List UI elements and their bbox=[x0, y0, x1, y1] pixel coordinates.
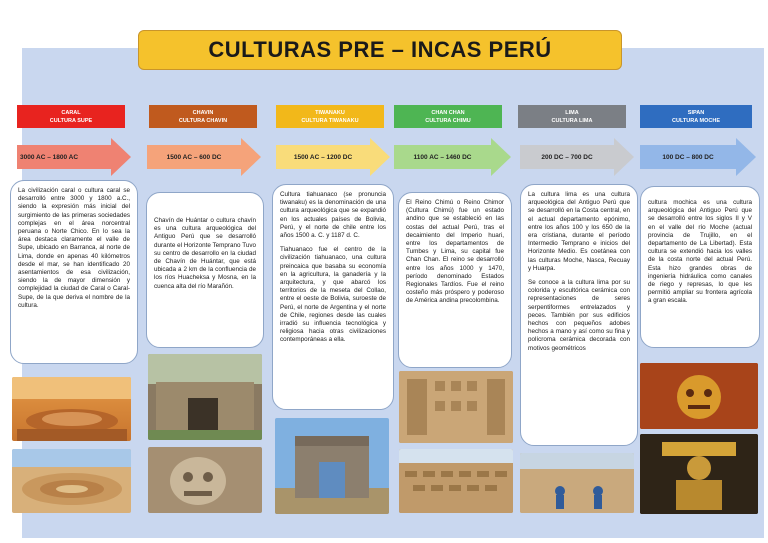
paragraph: La civilización caral o cultura caral se desarrolló entre 3000 y 1800 a.C., siendo la expresión más inicial del surgimiento de las primeras sociedades complejas en el área norcentral peruana o Norte Chico. En lo sea la área destaca claramente el valle de Supe, ubicado en Barranca, al norte de Lima, donde en apenas 40 kilómetros desde el mar, se han identificado 20 asentamientos de esa civilización, siendo la de mayor dimensión y complejidad la ciudad de Caral o Caral-Supe, de la que deriva el nombre de la cultura. bbox=[18, 187, 130, 309]
paragraph: Se conoce a la cultura lima por su colorida y escultórica cerámica con representaciones de seres serpentiformes entrelazados y peces. También por sus edificios hechos con pequeños adobes hechos a mano y así como su fina y polícroma cerámica decorada con motivos geométricos bbox=[528, 279, 630, 352]
caral-amphitheater-image bbox=[12, 449, 131, 513]
header-name: CARAL bbox=[61, 109, 81, 116]
header-lima bbox=[518, 105, 626, 128]
text-box-sipan bbox=[640, 186, 760, 348]
tiwanaku-gate-image bbox=[275, 418, 389, 514]
period-arrow-caral bbox=[17, 138, 131, 176]
period-arrow-chan-chan bbox=[394, 138, 511, 176]
sipan-gold-mask-image bbox=[640, 363, 758, 429]
chavin-temple-image bbox=[148, 354, 262, 440]
period-label: 3000 AC – 1800 AC bbox=[20, 153, 79, 161]
text-box-chan-chan bbox=[398, 192, 512, 368]
text-box-tiwanaku bbox=[272, 184, 394, 410]
paragraph: El Reino Chimú o Reino Chimor (Cultura Chimú) fue un estado andino que se estableció en las costas del actual Perú, tras el decaimiento del Imperio huari, entre los departamentos de Tumbes y Lima, su capital fue Chan Chan. El reino se desarrolló entre los años 1000 y 1470, período denominado Estados Regionales Tardíos. Fue el reino costeño más próspero y poderoso de América andina precolombina. bbox=[406, 199, 504, 305]
header-subtitle: CULTURA CHIMU bbox=[425, 117, 471, 124]
paragraph: La cultura lima es una cultura arqueológica del Antiguo Perú que se desarrolló en la Costa central, en el actual departamento epónimo, entre los años 100 y los 650 de la era cristiana, durante el período Intermedio Temprano e inicios del Horizonte Medio. Es coetánea con las culturas Moche, Nasca, Recuay y Huarpa. bbox=[528, 191, 630, 272]
paragraph: Chavín de Huántar o cultura chavín es una cultura arqueológica del Antiguo Perú que se desarrolló durante el Horizonte Temprano Tuvo su centro de desarrollo en la ciudad de Chavín de Huántar, que está ubicada a 2 km de la confluencia de los ríos Huacheksa y Mosna, en la cuenca alta del río Marañón. bbox=[154, 217, 256, 290]
header-name: LIMA bbox=[565, 109, 579, 116]
paragraph: Cultura tiahuanaco (se pronuncia tiwanaku) es la denominación de una cultura arqueológica que se expandió en los actuales países de Bolivia, Perú, y el norte de chile entre los años 1500 a. C. y 1187 d. C. bbox=[280, 191, 386, 240]
text-box-chavin bbox=[146, 192, 264, 348]
header-tiwanaku bbox=[276, 105, 384, 128]
header-subtitle: CULTURA CHAVIN bbox=[178, 117, 228, 124]
chavin-head-image bbox=[148, 447, 262, 513]
period-label: 200 DC – 700 DC bbox=[541, 153, 593, 161]
period-label: 1100 AC – 1460 DC bbox=[413, 153, 472, 161]
header-sipan bbox=[640, 105, 752, 128]
period-label: 1500 AC – 1200 DC bbox=[293, 153, 353, 161]
period-arrow-sipan bbox=[640, 138, 756, 176]
period-arrow-tiwanaku bbox=[276, 138, 390, 176]
header-name: SIPAN bbox=[687, 109, 705, 116]
page-title: CULTURAS PRE – INCAS PERÚ bbox=[138, 30, 622, 70]
header-caral bbox=[17, 105, 125, 128]
text-box-lima bbox=[520, 184, 638, 446]
period-label: 1500 AC – 600 DC bbox=[166, 153, 222, 161]
header-subtitle: CULTURA LIMA bbox=[551, 117, 593, 124]
paragraph: Tiahuanaco fue el centro de la civilización tiahuanaco, una cultura preincaica que basaba su economía en la agricultura, la ganadería y la arquitectura, y que abarcó los territorios de la meseta del Collao, entre el oeste de Bolivia, suroeste de Perú, el norte de Argentina y el norte de Chile, regiones desde las cuales irradió su influencia tecnológica y religiosa hacia otras civilizaciones contemporáneas a ella. bbox=[280, 246, 386, 344]
header-subtitle: CULTURA SUPE bbox=[49, 117, 93, 124]
header-name: CHAVIN bbox=[192, 109, 214, 116]
chan-chan-wall-image bbox=[399, 449, 513, 513]
chan-chan-relief-image bbox=[399, 371, 513, 443]
header-name: CHAN CHAN bbox=[431, 109, 465, 116]
header-name: TIWANAKU bbox=[315, 109, 345, 116]
period-label: 100 DC – 800 DC bbox=[662, 153, 714, 161]
paragraph: cultura mochica es una cultura arqueológica del Antiguo Perú que se desarrolló entre los siglos II y V en el valle del río Moche (actual provincia de Trujillo, en el departamento de La Libertad). Esta cultura se extendió hacia los valles de la costa norte del actual Perú. Esta hizo grandes obras de ingeniería hidráulica como canales de riego y represas, lo que les permitió ampliar su frontera agrícola a gran escala. bbox=[648, 199, 752, 305]
header-subtitle: CULTURA MOCHE bbox=[672, 117, 720, 124]
caral-pyramid-image bbox=[12, 377, 131, 441]
header-chan-chan bbox=[394, 105, 502, 128]
text-box-caral bbox=[10, 180, 138, 364]
sipan-lord-image bbox=[640, 434, 758, 514]
header-chavin bbox=[149, 105, 257, 128]
lima-huaca-image bbox=[520, 453, 634, 513]
header-subtitle: CULTURA TIWANAKU bbox=[301, 117, 359, 124]
period-arrow-chavin bbox=[147, 138, 261, 176]
period-arrow-lima bbox=[520, 138, 634, 176]
